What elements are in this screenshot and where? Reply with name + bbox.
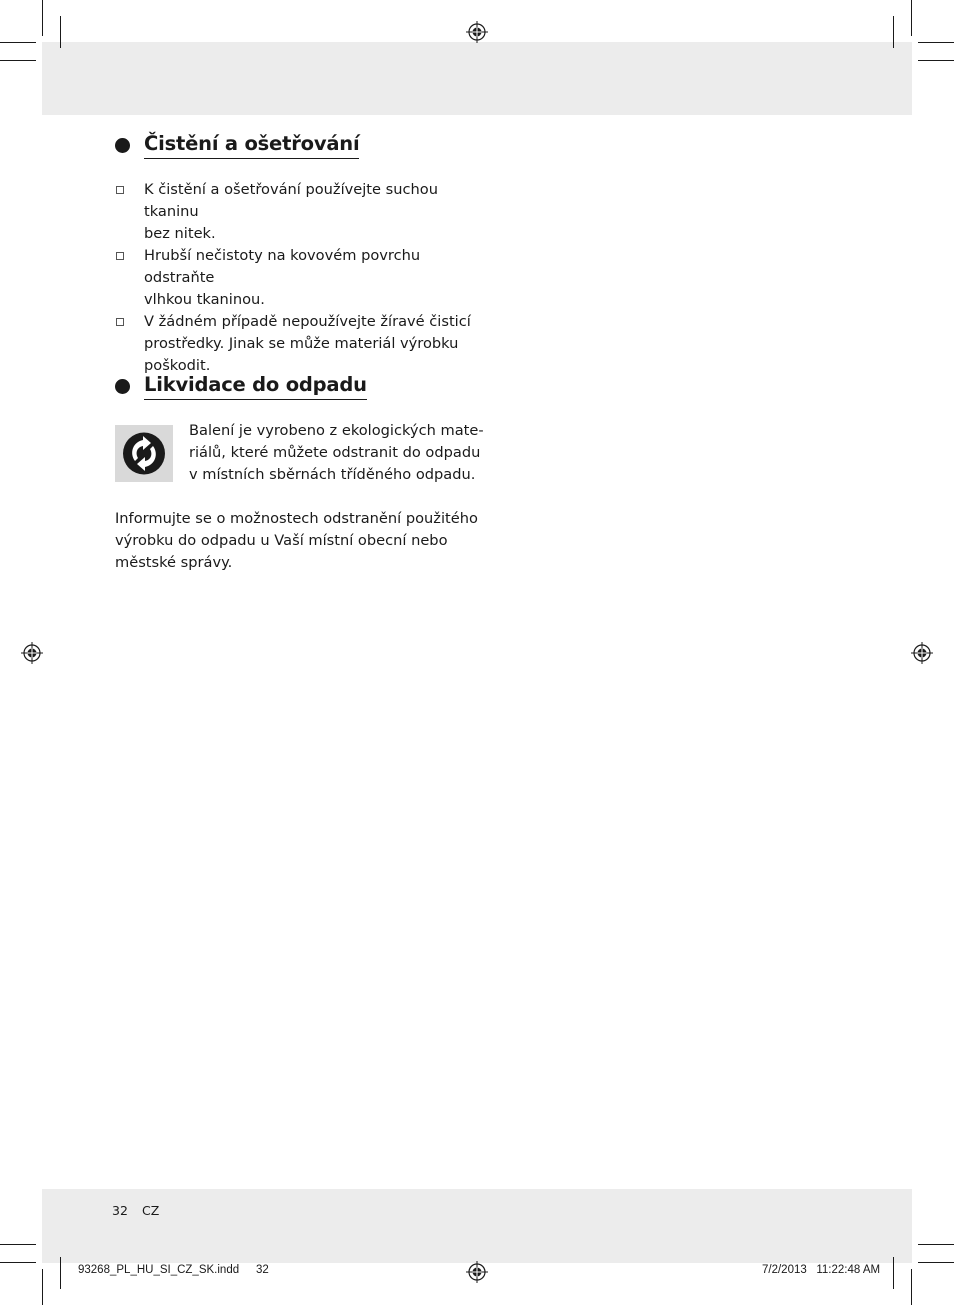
crop-mark — [0, 1262, 36, 1263]
checkbox-square-icon — [116, 186, 124, 194]
crop-mark — [918, 1244, 954, 1245]
crop-mark — [0, 1244, 36, 1245]
disposal-info-text — [115, 508, 478, 574]
crop-mark — [893, 1257, 894, 1289]
recycling-logo — [115, 425, 173, 482]
text-line: riálů, které můžete odstranit do odpadu — [189, 444, 481, 461]
slug-file-name: 93268_PL_HU_SI_CZ_SK.indd — [78, 1264, 240, 1276]
crop-mark — [893, 16, 894, 48]
crop-mark — [42, 1269, 43, 1305]
crop-mark — [60, 1257, 61, 1289]
crop-mark — [0, 42, 36, 43]
text-line: městské správy. — [115, 554, 233, 571]
registration-mark-icon — [466, 21, 488, 43]
list-item-line: Hrubší nečistoty na kovovém povrchu odstraňte — [144, 247, 421, 286]
bullet-dot-icon — [115, 379, 130, 394]
packaging-text — [189, 420, 484, 486]
list-item-line: V žádném případě nepoužívejte žíravé čisticí — [144, 313, 471, 330]
registration-mark-icon — [21, 642, 43, 664]
crop-mark — [42, 0, 43, 36]
text-line: výrobku do odpadu u Vaší místní obecní nebo — [115, 532, 448, 549]
crop-mark — [918, 42, 954, 43]
bullet-dot-icon — [115, 138, 130, 153]
crop-mark — [911, 0, 912, 36]
text-line: Balení je vyrobeno z ekologických mate- — [189, 422, 484, 439]
crop-mark — [0, 60, 36, 61]
crop-mark — [911, 1269, 912, 1305]
crop-mark — [918, 1262, 954, 1263]
section-title-disposal — [115, 373, 367, 400]
text-line: v místních sběrnách tříděného odpadu. — [189, 466, 476, 483]
language-code: CZ — [142, 1203, 160, 1218]
cleaning-list — [115, 179, 475, 377]
section-title-cleaning — [115, 132, 359, 159]
footer-band — [42, 1189, 912, 1263]
registration-mark-icon — [911, 642, 933, 664]
list-item-line: bez nitek. — [144, 225, 216, 242]
crop-mark — [918, 60, 954, 61]
section-heading: Čistění a ošetřování — [144, 132, 359, 159]
page-number: 32 — [112, 1203, 128, 1218]
list-item — [115, 245, 475, 311]
section-heading: Likvidace do odpadu — [144, 373, 367, 400]
list-item-line: vlhkou tkaninou. — [144, 291, 265, 308]
text-line: Informujte se o možnostech odstranění použitého — [115, 510, 478, 527]
slug-date-time: 7/2/2013 11:22:48 AM — [762, 1264, 881, 1276]
registration-mark-icon — [466, 1261, 488, 1283]
crop-mark — [60, 16, 61, 48]
list-item-line: K čistění a ošetřování používejte suchou tkaninu — [144, 181, 438, 220]
list-item-line: prostředky. Jinak se může materiál výrobku — [144, 335, 459, 352]
checkbox-square-icon — [116, 252, 124, 260]
slug-file-page: 32 — [256, 1264, 269, 1276]
recycling-arrows-icon — [115, 425, 173, 482]
checkbox-square-icon — [116, 318, 124, 326]
list-item-line: poškodit. — [144, 357, 211, 374]
header-band — [42, 42, 912, 115]
list-item — [115, 311, 475, 377]
list-item — [115, 179, 475, 245]
